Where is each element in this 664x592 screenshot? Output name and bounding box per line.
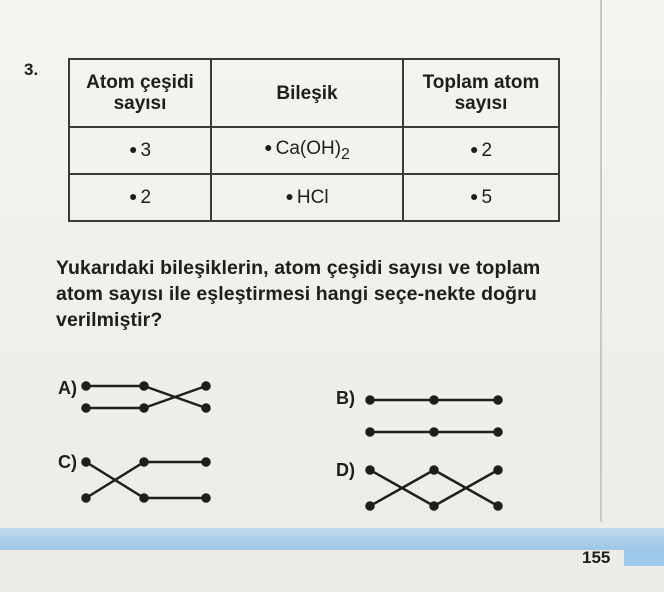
header-compound: Bileşik [211,59,403,127]
option-a-label[interactable]: A) [58,378,77,398]
cell-atom-types-2: ● 2 [69,174,211,221]
question-number: 3. [24,60,39,79]
option-c-diagram[interactable] [80,452,220,512]
page-number-band [624,548,664,566]
cell-atom-types-1: ● 3 [69,127,211,174]
matching-table [68,58,560,222]
margin-divider [600,0,602,522]
option-b-diagram[interactable] [362,388,512,438]
option-a-diagram[interactable] [80,378,220,418]
page-number: 155 [582,548,611,567]
option-d-label[interactable]: D) [336,460,355,480]
question-stem: Yukarıdaki bileşiklerin, atom çeşidi sayısı ve toplam atom sayısı ile eşleştirmesi hangi seçe-nekte doğru verilmiştir? [56,257,541,331]
header-total-atoms: Toplam atom sayısı [403,59,559,127]
cell-compound-1: ● $Ca(OH)_2$ [211,127,403,174]
cell-total-atoms-2: ● 5 [403,174,559,221]
option-c-label[interactable]: C) [58,452,77,472]
option-d-diagram[interactable] [362,460,512,520]
option-b-label[interactable]: B) [336,388,355,408]
cell-compound-2: ● HCl [211,174,403,221]
footer-band [0,528,664,550]
header-atom-types: Atom çeşidi sayısı [69,59,211,127]
cell-total-atoms-1: ● 2 [403,127,559,174]
